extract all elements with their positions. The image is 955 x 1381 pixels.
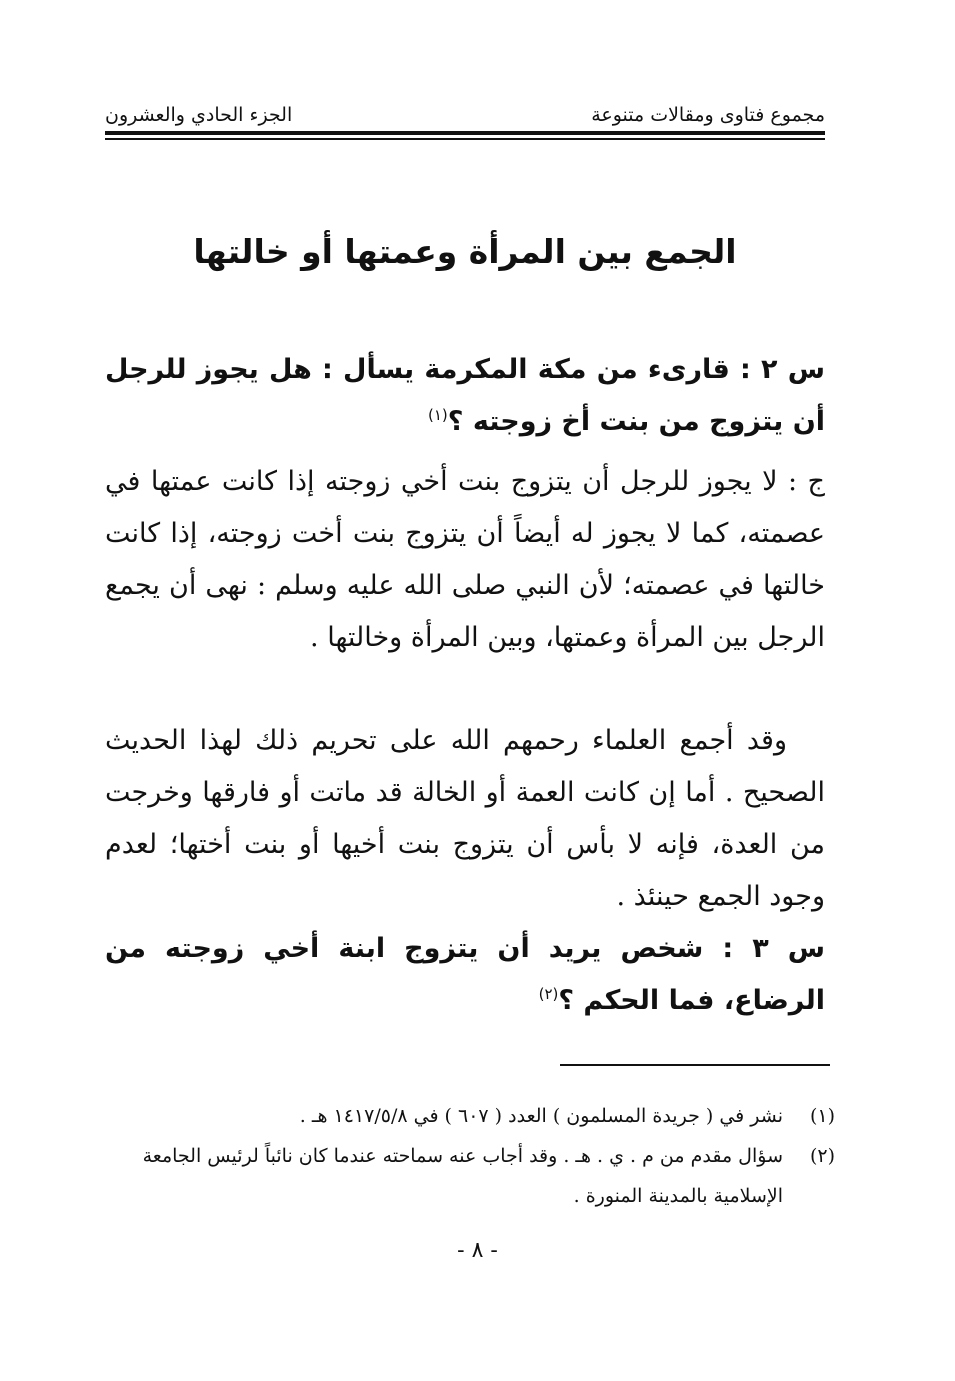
footnote-item xyxy=(105,1096,835,1136)
footnote-number: (١) xyxy=(809,1105,835,1127)
running-header xyxy=(105,96,825,126)
question-3-text: س ٣ : شخص يريد أن يتزوج ابنة أخي زوجته من الرضاع، فما الحكم ؟ xyxy=(105,933,825,1016)
paragraph-consensus: وقد أجمع العلماء رحمهم الله على تحريم ذلك لهذا الحديث الصحيح . أما إن كانت العمة أو الخالة قد ماتت أو فارقها وخرجت من العدة، فإنه لا بأس أن يتزوج بنت أخيها أو بنت أختها؛ لعدم وجود الجمع حينئذ . xyxy=(105,725,825,912)
footnote-text: نشر في ( جريدة المسلمون ) العدد ( ٦٠٧ ) في ١٤١٧/٥/٨ هـ . xyxy=(299,1105,783,1127)
article-title: الجمع بين المرأة وعمتها أو خالتها xyxy=(193,232,737,271)
header-rule-thick xyxy=(105,131,825,135)
footnote-number: (٢) xyxy=(809,1145,835,1167)
book-title: مجموع فتاوى ومقالات متنوعة xyxy=(591,104,825,126)
header-rule-thin xyxy=(105,138,825,140)
footnote-text: سؤال مقدم من م . ي . هـ . وقد أجاب عنه سماحته عندما كان نائباً لرئيس الجامعة الإسلامية بالمدينة المنورة . xyxy=(142,1145,783,1207)
volume-label: الجزء الحادي والعشرون xyxy=(105,104,293,126)
footnote-marker-1: (١) xyxy=(428,406,448,424)
footnote-item xyxy=(105,1136,835,1216)
question-3 xyxy=(105,923,825,1027)
footnote-marker-2: (٢) xyxy=(538,985,559,1003)
question-2-text: س ٢ : قارىء من مكة المكرمة يسأل : هل يجوز للرجل أن يتزوج من بنت أخ زوجته ؟ xyxy=(105,354,825,437)
footnote-separator xyxy=(560,1064,830,1066)
question-2 xyxy=(105,344,825,448)
answer-2: ج : لا يجوز للرجل أن يتزوج بنت أخي زوجته إذا كانت عمتها في عصمته، كما لا يجوز له أيضاً أن يتزوج بنت أخت زوجته، إذا كانت خالتها في عصمته؛ لأن النبي صلى الله عليه وسلم : نهى أن يجمع الرجل بين المرأة وعمتها، وبين المرأة وخالتها . xyxy=(105,466,825,653)
page-number: - ٨ - xyxy=(457,1238,498,1263)
footnotes xyxy=(105,1096,835,1216)
